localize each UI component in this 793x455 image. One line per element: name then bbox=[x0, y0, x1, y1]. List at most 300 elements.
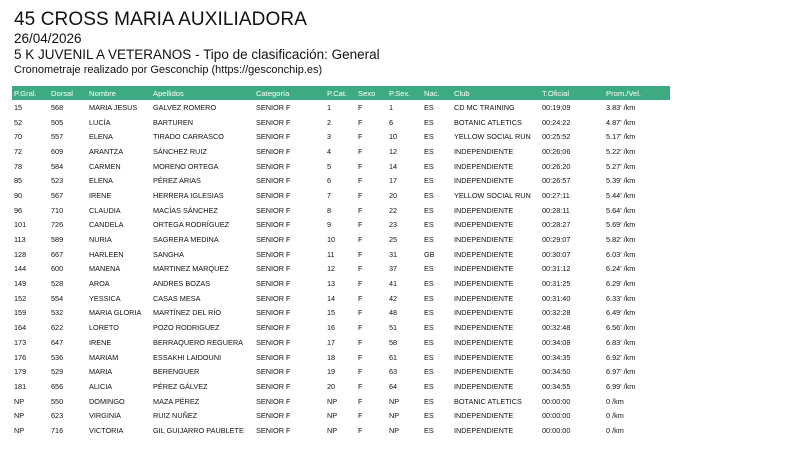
table-cell: ELENA bbox=[89, 132, 113, 142]
table-cell: 6.56' /km bbox=[606, 323, 636, 333]
table-cell: 6.83' /km bbox=[606, 337, 636, 347]
table-cell: 523 bbox=[51, 176, 64, 186]
table-cell: INDEPENDIENTE bbox=[454, 308, 514, 318]
table-cell: SENIOR F bbox=[256, 117, 291, 127]
table-cell: 726 bbox=[51, 220, 64, 230]
table-cell: 58 bbox=[389, 337, 398, 347]
table-cell: ES bbox=[424, 323, 434, 333]
table-cell: SENIOR F bbox=[256, 396, 291, 406]
table-cell: 12 bbox=[327, 264, 336, 274]
table-cell: ESSAKHI LAIDOUNI bbox=[153, 352, 222, 362]
table-cell: PÉREZ GÁLVEZ bbox=[153, 381, 208, 391]
table-cell: 00:34:08 bbox=[542, 337, 571, 347]
column-header: Sexo bbox=[356, 86, 387, 100]
table-cell: AROA bbox=[89, 279, 110, 289]
table-cell: 554 bbox=[51, 293, 64, 303]
table-cell: ES bbox=[424, 235, 434, 245]
table-cell: INDEPENDIENTE bbox=[454, 337, 514, 347]
table-cell: 00:19:09 bbox=[542, 102, 571, 112]
table-cell: 6.99' /km bbox=[606, 381, 636, 391]
table-cell: 8 bbox=[327, 205, 332, 215]
table-cell: YELLOW SOCIAL RUN bbox=[454, 132, 531, 142]
table-cell: POZO RODRIGUEZ bbox=[153, 323, 220, 333]
table-cell: ES bbox=[424, 279, 434, 289]
table-cell: 6.24' /km bbox=[606, 264, 636, 274]
table-cell: 96 bbox=[14, 205, 23, 215]
table-cell: 72 bbox=[14, 146, 23, 156]
column-header: Categoría bbox=[254, 86, 325, 100]
column-header: Apellidos bbox=[151, 86, 254, 100]
table-cell: 600 bbox=[51, 264, 64, 274]
table-cell: 667 bbox=[51, 249, 64, 259]
table-cell: 00:00:00 bbox=[542, 396, 571, 406]
table-row bbox=[12, 291, 670, 306]
table-cell: ES bbox=[424, 367, 434, 377]
table-cell: 00:26:20 bbox=[542, 161, 571, 171]
table-cell: 567 bbox=[51, 190, 64, 200]
table-row bbox=[12, 350, 670, 365]
table-cell: LUCÍA bbox=[89, 117, 111, 127]
table-cell: F bbox=[358, 249, 363, 259]
table-cell: 623 bbox=[51, 411, 64, 421]
table-cell: 00:34:55 bbox=[542, 381, 571, 391]
table-cell: F bbox=[358, 190, 363, 200]
table-cell: 37 bbox=[389, 264, 398, 274]
table-cell: SAGRERA MEDINA bbox=[153, 235, 219, 245]
table-cell: 5.69' /km bbox=[606, 220, 636, 230]
table-cell: NP bbox=[327, 411, 338, 421]
table-cell: 5.64' /km bbox=[606, 205, 636, 215]
table-cell: 7 bbox=[327, 190, 332, 200]
table-row bbox=[12, 423, 670, 438]
table-cell: MORENO ORTEGA bbox=[153, 161, 219, 171]
table-cell: BERENGUER bbox=[153, 367, 200, 377]
table-cell: 00:34:50 bbox=[542, 367, 571, 377]
table-row bbox=[12, 247, 670, 262]
table-cell: ES bbox=[424, 220, 434, 230]
table-cell: 11 bbox=[327, 249, 335, 259]
table-row bbox=[12, 173, 670, 188]
table-cell: 90 bbox=[14, 190, 23, 200]
table-cell: 176 bbox=[14, 352, 27, 362]
table-cell: ES bbox=[424, 396, 434, 406]
table-cell: SENIOR F bbox=[256, 205, 291, 215]
table-cell: NP bbox=[389, 396, 400, 406]
table-cell: CLAUDIA bbox=[89, 205, 121, 215]
table-cell: 149 bbox=[14, 279, 27, 289]
table-cell: F bbox=[358, 323, 363, 333]
table-cell: ARANTZA bbox=[89, 146, 124, 156]
table-cell: YELLOW SOCIAL RUN bbox=[454, 190, 531, 200]
table-cell: ES bbox=[424, 264, 434, 274]
table-cell: INDEPENDIENTE bbox=[454, 161, 514, 171]
table-cell: 179 bbox=[14, 367, 27, 377]
table-cell: 00:24:22 bbox=[542, 117, 571, 127]
table-cell: 5.39' /km bbox=[606, 176, 636, 186]
table-cell: 51 bbox=[389, 323, 398, 333]
table-cell: 64 bbox=[389, 381, 398, 391]
table-cell: BERRAQUERO REGUERA bbox=[153, 337, 244, 347]
table-cell: SENIOR F bbox=[256, 411, 291, 421]
table-cell: 173 bbox=[14, 337, 27, 347]
table-cell: 85 bbox=[14, 176, 23, 186]
table-cell: F bbox=[358, 146, 363, 156]
table-cell: 16 bbox=[327, 323, 336, 333]
table-cell: CANDELA bbox=[89, 220, 124, 230]
table-row bbox=[12, 188, 670, 203]
table-cell: NP bbox=[389, 411, 400, 421]
table-cell: 113 bbox=[14, 235, 26, 245]
table-cell: ES bbox=[424, 102, 434, 112]
table-cell: 589 bbox=[51, 235, 64, 245]
table-cell: 17 bbox=[327, 337, 336, 347]
table-cell: PÉREZ ARIAS bbox=[153, 176, 201, 186]
table-cell: 0 /km bbox=[606, 396, 624, 406]
table-cell: SENIOR F bbox=[256, 293, 291, 303]
table-cell: IRENE bbox=[89, 337, 112, 347]
table-cell: 00:25:52 bbox=[542, 132, 571, 142]
table-cell: 4.87' /km bbox=[606, 117, 636, 127]
table-cell: 152 bbox=[14, 293, 27, 303]
table-cell: F bbox=[358, 102, 363, 112]
table-cell: 164 bbox=[14, 323, 27, 333]
table-cell: NP bbox=[14, 411, 25, 421]
column-header: T.Oficial bbox=[540, 86, 604, 100]
table-cell: 00:31:40 bbox=[542, 293, 571, 303]
table-cell: INDEPENDIENTE bbox=[454, 249, 514, 259]
table-cell: 6 bbox=[327, 176, 332, 186]
table-cell: BARTUREN bbox=[153, 117, 194, 127]
table-cell: ELENA bbox=[89, 176, 113, 186]
table-cell: 568 bbox=[51, 102, 64, 112]
table-cell: 128 bbox=[14, 249, 27, 259]
table-cell: 00:28:11 bbox=[542, 205, 570, 215]
table-row bbox=[12, 364, 670, 379]
table-cell: NP bbox=[327, 396, 338, 406]
table-cell: ES bbox=[424, 161, 434, 171]
table-cell: SENIOR F bbox=[256, 381, 291, 391]
table-cell: ES bbox=[424, 337, 434, 347]
table-cell: F bbox=[358, 176, 363, 186]
table-row bbox=[12, 335, 670, 350]
table-cell: MARIA JESUS bbox=[89, 102, 138, 112]
table-cell: VICTORIA bbox=[89, 425, 124, 435]
table-cell: BOTANIC ATLETICS bbox=[454, 396, 522, 406]
table-cell: 20 bbox=[389, 190, 398, 200]
table-cell: INDEPENDIENTE bbox=[454, 235, 514, 245]
table-cell: INDEPENDIENTE bbox=[454, 352, 514, 362]
table-cell: 19 bbox=[327, 367, 336, 377]
table-cell: VIRGINIA bbox=[89, 411, 122, 421]
table-cell: SENIOR F bbox=[256, 146, 291, 156]
table-cell: 13 bbox=[327, 279, 336, 289]
table-cell: CARMEN bbox=[89, 161, 121, 171]
table-cell: IRENE bbox=[89, 190, 112, 200]
table-cell: 22 bbox=[389, 205, 398, 215]
table-cell: F bbox=[358, 352, 363, 362]
race-date: 26/04/2026 bbox=[14, 31, 82, 46]
table-cell: 4 bbox=[327, 146, 332, 156]
column-header: Dorsal bbox=[49, 86, 87, 100]
table-cell: SANGHA bbox=[153, 249, 184, 259]
table-cell: F bbox=[358, 396, 363, 406]
table-cell: HARLEEN bbox=[89, 249, 124, 259]
table-cell: SENIOR F bbox=[256, 279, 291, 289]
table-row bbox=[12, 100, 670, 115]
table-row bbox=[12, 306, 670, 321]
table-cell: ES bbox=[424, 411, 434, 421]
table-cell: 61 bbox=[389, 352, 398, 362]
table-cell: F bbox=[358, 337, 363, 347]
table-cell: 48 bbox=[389, 308, 398, 318]
table-cell: MARIA GLORIA bbox=[89, 308, 142, 318]
table-row bbox=[12, 159, 670, 174]
table-cell: NP bbox=[327, 425, 338, 435]
table-cell: ES bbox=[424, 381, 434, 391]
table-cell: ORTEGA RODRÍGUEZ bbox=[153, 220, 230, 230]
table-cell: MARTÍNEZ DEL RÍO bbox=[153, 308, 222, 318]
table-cell: F bbox=[358, 425, 363, 435]
table-row bbox=[12, 129, 670, 144]
table-cell: INDEPENDIENTE bbox=[454, 293, 514, 303]
table-cell: INDEPENDIENTE bbox=[454, 381, 514, 391]
table-cell: 6.33' /km bbox=[606, 293, 636, 303]
table-cell: NP bbox=[389, 425, 400, 435]
table-cell: SENIOR F bbox=[256, 352, 291, 362]
table-cell: 10 bbox=[327, 235, 336, 245]
race-title: 45 CROSS MARIA AUXILIADORA bbox=[14, 9, 307, 30]
table-cell: ES bbox=[424, 176, 434, 186]
table-cell: GB bbox=[424, 249, 435, 259]
column-header: Club bbox=[452, 86, 540, 100]
table-cell: 00:30:07 bbox=[542, 249, 571, 259]
table-row bbox=[12, 203, 670, 218]
table-cell: 10 bbox=[389, 132, 398, 142]
table-cell: 0 /km bbox=[606, 425, 624, 435]
table-cell: INDEPENDIENTE bbox=[454, 323, 514, 333]
table-cell: F bbox=[358, 381, 363, 391]
table-cell: 5.44' /km bbox=[606, 190, 636, 200]
table-cell: INDEPENDIENTE bbox=[454, 176, 514, 186]
table-row bbox=[12, 218, 670, 233]
table-cell: 00:31:25 bbox=[542, 279, 571, 289]
column-header: P.Sex. bbox=[387, 86, 422, 100]
table-cell: ALICIA bbox=[89, 381, 113, 391]
table-cell: 159 bbox=[14, 308, 27, 318]
table-cell: 0 /km bbox=[606, 411, 624, 421]
table-cell: SENIOR F bbox=[256, 176, 291, 186]
table-cell: F bbox=[358, 308, 363, 318]
table-cell: 5.22' /km bbox=[606, 146, 636, 156]
table-row bbox=[12, 320, 670, 335]
table-cell: YESSICA bbox=[89, 293, 121, 303]
table-cell: BOTANIC ATLETICS bbox=[454, 117, 522, 127]
table-cell: 5.17' /km bbox=[606, 132, 636, 142]
table-cell: ANDRES BOZAS bbox=[153, 279, 211, 289]
table-cell: F bbox=[358, 132, 363, 142]
table-cell: 14 bbox=[389, 161, 398, 171]
table-cell: ES bbox=[424, 293, 434, 303]
table-cell: NP bbox=[14, 396, 25, 406]
table-cell: 70 bbox=[14, 132, 23, 142]
table-cell: HERRERA IGLESIAS bbox=[153, 190, 224, 200]
table-cell: 00:34:35 bbox=[542, 352, 571, 362]
table-cell: 6.92' /km bbox=[606, 352, 636, 362]
table-cell: SENIOR F bbox=[256, 235, 291, 245]
table-cell: 622 bbox=[51, 323, 64, 333]
table-cell: 00:32:28 bbox=[542, 308, 571, 318]
table-cell: INDEPENDIENTE bbox=[454, 220, 514, 230]
table-cell: SENIOR F bbox=[256, 102, 291, 112]
table-cell: INDEPENDIENTE bbox=[454, 205, 514, 215]
table-cell: 12 bbox=[389, 146, 398, 156]
table-cell: 20 bbox=[327, 381, 336, 391]
table-cell: 5.27' /km bbox=[606, 161, 636, 171]
table-cell: GALVEZ ROMERO bbox=[153, 102, 217, 112]
table-cell: 647 bbox=[51, 337, 64, 347]
table-cell: F bbox=[358, 279, 363, 289]
results-body bbox=[12, 100, 670, 438]
table-cell: F bbox=[358, 220, 363, 230]
table-cell: F bbox=[358, 235, 363, 245]
table-cell: 00:29:07 bbox=[542, 235, 571, 245]
table-cell: LORETO bbox=[89, 323, 119, 333]
table-cell: F bbox=[358, 205, 363, 215]
table-cell: 6.97' /km bbox=[606, 367, 636, 377]
table-cell: INDEPENDIENTE bbox=[454, 425, 514, 435]
table-cell: ES bbox=[424, 205, 434, 215]
table-cell: 3.83' /km bbox=[606, 102, 636, 112]
table-cell: 00:27:11 bbox=[542, 190, 570, 200]
table-cell: 00:31:12 bbox=[542, 264, 571, 274]
table-cell: MAZA PÉREZ bbox=[153, 396, 200, 406]
table-cell: 656 bbox=[51, 381, 64, 391]
column-header: P.Cat. bbox=[325, 86, 356, 100]
table-cell: SENIOR F bbox=[256, 425, 291, 435]
table-row bbox=[12, 408, 670, 423]
table-cell: SENIOR F bbox=[256, 308, 291, 318]
table-cell: 15 bbox=[14, 102, 23, 112]
table-cell: CD MC TRAINING bbox=[454, 102, 515, 112]
table-cell: INDEPENDIENTE bbox=[454, 264, 514, 274]
table-cell: 78 bbox=[14, 161, 23, 171]
table-cell: SENIOR F bbox=[256, 249, 291, 259]
table-cell: F bbox=[358, 264, 363, 274]
table-cell: F bbox=[358, 117, 363, 127]
table-cell: 5 bbox=[327, 161, 332, 171]
results-table bbox=[12, 86, 670, 438]
table-cell: 6.03' /km bbox=[606, 249, 636, 259]
table-cell: MACÍAS SÁNCHEZ bbox=[153, 205, 218, 215]
table-cell: 31 bbox=[389, 249, 398, 259]
table-cell: SENIOR F bbox=[256, 264, 291, 274]
table-cell: 144 bbox=[14, 264, 27, 274]
table-cell: 181 bbox=[14, 381, 27, 391]
results-header-row bbox=[12, 86, 670, 100]
table-cell: F bbox=[358, 367, 363, 377]
table-cell: 609 bbox=[51, 146, 64, 156]
table-cell: 00:26:57 bbox=[542, 176, 571, 186]
column-header: Prom./Vel. bbox=[604, 86, 670, 100]
table-cell: 6 bbox=[389, 117, 394, 127]
table-cell: 00:32:48 bbox=[542, 323, 571, 333]
table-cell: 17 bbox=[389, 176, 398, 186]
table-cell: F bbox=[358, 411, 363, 421]
table-cell: 557 bbox=[51, 132, 64, 142]
table-cell: 505 bbox=[51, 117, 64, 127]
table-cell: 101 bbox=[14, 220, 27, 230]
table-cell: SENIOR F bbox=[256, 367, 291, 377]
table-cell: SENIOR F bbox=[256, 337, 291, 347]
table-cell: DOMINGO bbox=[89, 396, 125, 406]
table-cell: F bbox=[358, 161, 363, 171]
table-cell: ES bbox=[424, 190, 434, 200]
table-cell: 710 bbox=[51, 205, 64, 215]
table-cell: CASAS MESA bbox=[153, 293, 201, 303]
table-cell: SENIOR F bbox=[256, 190, 291, 200]
table-cell: 14 bbox=[327, 293, 336, 303]
document-header bbox=[14, 8, 380, 78]
table-cell: 1 bbox=[327, 102, 332, 112]
column-header: Nac. bbox=[422, 86, 452, 100]
table-cell: TIRADO CARRASCO bbox=[153, 132, 224, 142]
table-cell: ES bbox=[424, 146, 434, 156]
table-cell: SÁNCHEZ RUIZ bbox=[153, 146, 207, 156]
table-cell: RUIZ NUÑEZ bbox=[153, 411, 198, 421]
table-cell: 9 bbox=[327, 220, 332, 230]
table-cell: 2 bbox=[327, 117, 332, 127]
table-cell: 550 bbox=[51, 396, 64, 406]
table-cell: 41 bbox=[389, 279, 398, 289]
table-row bbox=[12, 144, 670, 159]
table-cell: 532 bbox=[51, 308, 64, 318]
table-cell: 5.82' /km bbox=[606, 235, 636, 245]
table-cell: 3 bbox=[327, 132, 332, 142]
table-cell: 716 bbox=[51, 425, 64, 435]
table-cell: 00:26:06 bbox=[542, 146, 571, 156]
table-cell: NP bbox=[14, 425, 25, 435]
table-cell: INDEPENDIENTE bbox=[454, 146, 514, 156]
timing-credit: Cronometraje realizado por Gesconchip (https://gesconchip.es) bbox=[14, 64, 323, 76]
table-cell: ES bbox=[424, 132, 434, 142]
table-cell: SENIOR F bbox=[256, 132, 291, 142]
table-cell: SENIOR F bbox=[256, 323, 291, 333]
table-cell: MARIA bbox=[89, 367, 113, 377]
table-cell: 536 bbox=[51, 352, 64, 362]
table-cell: 23 bbox=[389, 220, 398, 230]
table-cell: SENIOR F bbox=[256, 161, 291, 171]
table-cell: INDEPENDIENTE bbox=[454, 411, 514, 421]
race-category: 5 K JUVENIL A VETERANOS - Tipo de clasificación: General bbox=[14, 47, 380, 62]
table-cell: ES bbox=[424, 308, 434, 318]
column-header: P.Gral. bbox=[12, 86, 49, 100]
table-cell: F bbox=[358, 293, 363, 303]
column-header: Nombre bbox=[87, 86, 151, 100]
table-cell: 52 bbox=[14, 117, 23, 127]
table-cell: INDEPENDIENTE bbox=[454, 367, 514, 377]
table-cell: NURIA bbox=[89, 235, 112, 245]
table-cell: 528 bbox=[51, 279, 64, 289]
table-cell: 00:28:27 bbox=[542, 220, 571, 230]
table-row bbox=[12, 232, 670, 247]
table-row bbox=[12, 262, 670, 277]
table-cell: 6.29' /km bbox=[606, 279, 636, 289]
table-cell: 18 bbox=[327, 352, 336, 362]
table-row bbox=[12, 115, 670, 130]
table-cell: ES bbox=[424, 117, 434, 127]
table-cell: 584 bbox=[51, 161, 64, 171]
table-cell: MANENA bbox=[89, 264, 121, 274]
